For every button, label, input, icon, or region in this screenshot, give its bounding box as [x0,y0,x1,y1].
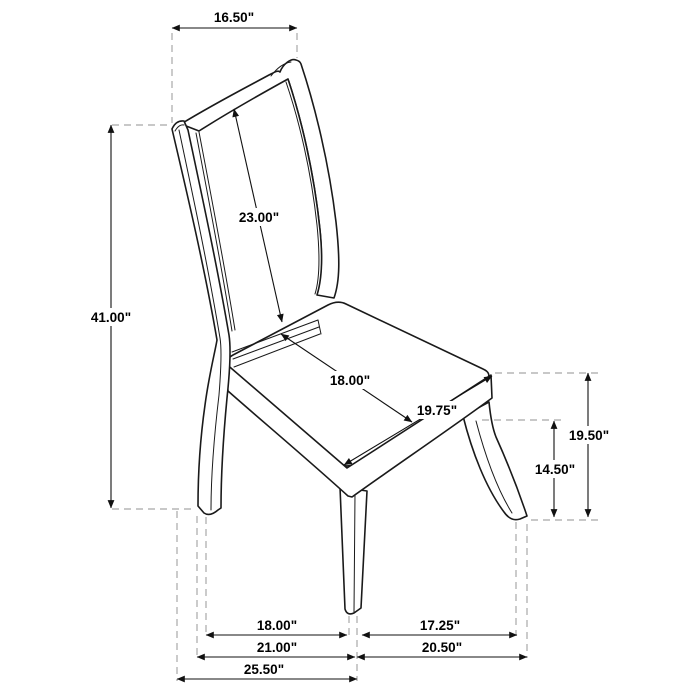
left-stile-and-rear-leg [172,121,230,515]
label-overall-height: 41.00" [90,310,132,325]
label-front-leg-spacing: 18.00" [256,618,298,633]
label-back-panel-height: 23.00" [238,210,280,225]
label-seat-width: 19.75" [416,403,458,418]
label-seat-height: 19.50" [568,428,610,443]
chair-drawing [172,60,527,614]
label-back-width: 16.50" [213,10,255,25]
label-rear-leg-height: 14.50" [534,462,576,477]
front-leg [340,487,367,614]
label-base-width: 21.00" [256,640,298,655]
label-base-depth: 20.50" [421,640,463,655]
label-seat-depth: 18.00" [329,373,371,388]
label-overall-depth: 25.50" [243,662,285,677]
label-side-leg-spacing: 17.25" [419,618,461,633]
